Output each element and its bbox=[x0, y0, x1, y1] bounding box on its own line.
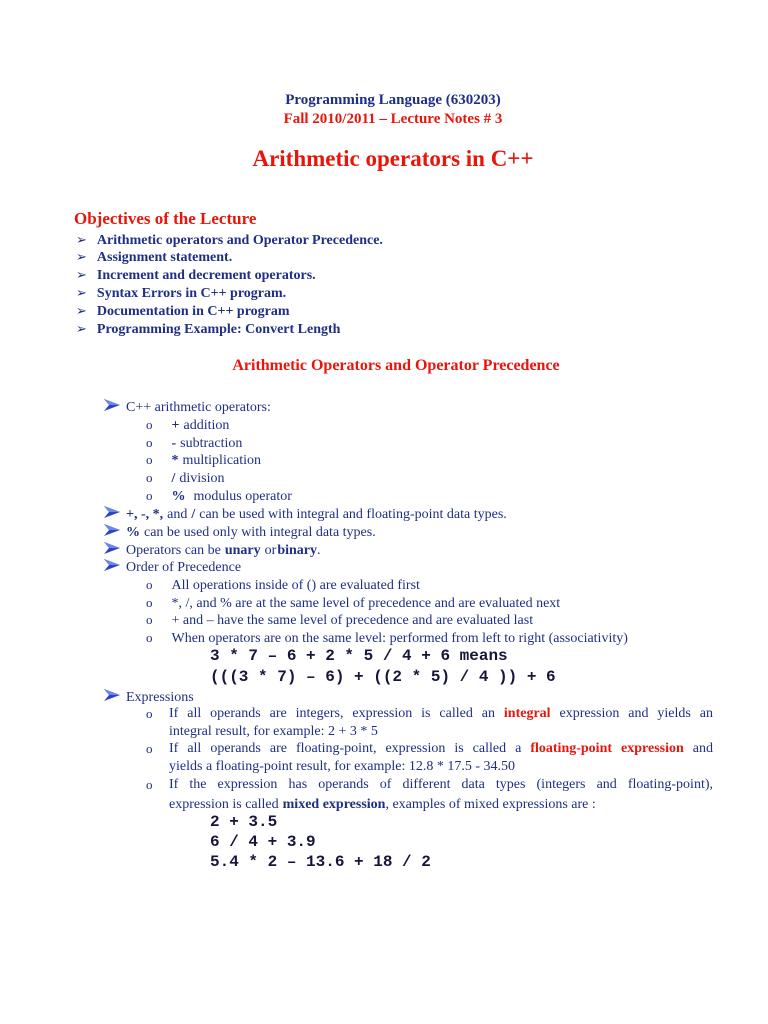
text-fragment: If all operands are floating-point, expression is called a bbox=[169, 741, 522, 756]
list-item bbox=[146, 611, 533, 629]
expression-mixed-line1: If the expression has operands of different data types (integers and floating-point), bbox=[169, 777, 713, 792]
arith-ops-label: C++ arithmetic operators: bbox=[126, 400, 271, 415]
objective-text: Syntax Errors in C++ program. bbox=[96, 286, 287, 301]
expression-float-line1 bbox=[169, 741, 713, 757]
list-item bbox=[146, 434, 242, 452]
text-fragment: Operators can be bbox=[126, 543, 221, 558]
circle-bullet-icon: o bbox=[146, 777, 153, 792]
list-item bbox=[146, 594, 560, 612]
operator-symbol: / bbox=[171, 471, 176, 486]
operator-symbol: - bbox=[171, 436, 177, 451]
precedence-line bbox=[103, 558, 241, 576]
chevron-arrow-icon bbox=[103, 542, 121, 554]
keyword-binary: binary bbox=[277, 543, 317, 558]
list-item-text: When operators are on the same level: performed from left to right (associativity) bbox=[171, 631, 628, 646]
list-item-text: All operations inside of () are evaluated first bbox=[171, 578, 420, 593]
unary-binary-line bbox=[103, 541, 321, 559]
text-fragment: expression and yields an bbox=[559, 706, 713, 721]
objective-item bbox=[76, 320, 340, 338]
operator-desc: modulus operator bbox=[193, 489, 292, 504]
objective-text: Increment and decrement operators. bbox=[96, 268, 316, 283]
lecture-term: Fall 2010/2011 – Lecture Notes # 3 bbox=[283, 111, 503, 127]
expression-float-line2: yields a floating-point result, for example: 12.8 * 17.5 - 34.50 bbox=[169, 759, 516, 774]
arrowhead-bullet-icon: ➢ bbox=[76, 232, 87, 247]
ops-types-line bbox=[103, 505, 507, 523]
chevron-arrow-icon bbox=[103, 689, 121, 701]
list-item-text: *, /, and % are at the same level of precedence and are evaluated next bbox=[171, 596, 561, 611]
objective-item bbox=[76, 266, 316, 284]
list-item-text: + and – have the same level of precedence and are evaluated last bbox=[171, 613, 534, 628]
list-item bbox=[146, 451, 261, 469]
operator-symbols: +, -, *, bbox=[126, 507, 164, 522]
operator-symbol: * bbox=[171, 453, 179, 468]
page-title: Arithmetic operators in C++ bbox=[252, 146, 534, 171]
circle-bullet-icon: o bbox=[146, 488, 153, 503]
objectives-heading: Objectives of the Lecture bbox=[74, 209, 257, 228]
circle-bullet-icon: o bbox=[146, 435, 153, 450]
circle-bullet-icon: o bbox=[146, 595, 153, 610]
operator-desc: multiplication bbox=[182, 453, 262, 468]
objective-item bbox=[76, 248, 232, 266]
text-fragment: can be used with integral and floating-point data types. bbox=[199, 507, 507, 522]
operator-symbol: / bbox=[191, 507, 196, 522]
section-heading: Arithmetic Operators and Operator Precedence bbox=[232, 357, 560, 374]
operator-symbol: + bbox=[171, 418, 180, 433]
code-line: 3 * 7 – 6 + 2 * 5 / 4 + 6 means bbox=[210, 647, 508, 665]
circle-bullet-icon: o bbox=[146, 612, 153, 627]
chevron-arrow-icon bbox=[103, 399, 121, 411]
text-fragment: and bbox=[167, 507, 188, 522]
operator-desc: subtraction bbox=[180, 436, 243, 451]
list-item bbox=[146, 629, 628, 647]
list-item bbox=[146, 487, 292, 505]
list-item bbox=[146, 576, 420, 594]
code-line: (((3 * 7) – 6) + ((2 * 5) / 4 )) + 6 bbox=[210, 668, 556, 686]
text-fragment: . bbox=[317, 543, 321, 558]
chevron-arrow-icon bbox=[103, 559, 121, 571]
circle-bullet-icon: o bbox=[146, 452, 153, 467]
arrowhead-bullet-icon: ➢ bbox=[76, 321, 87, 336]
chevron-arrow-icon bbox=[103, 524, 121, 536]
arrowhead-bullet-icon: ➢ bbox=[76, 249, 87, 264]
code-line: 6 / 4 + 3.9 bbox=[210, 833, 316, 851]
expressions-line bbox=[103, 688, 194, 706]
modulus-line bbox=[103, 523, 376, 541]
text-fragment: , examples of mixed expressions are : bbox=[385, 797, 596, 812]
operator-desc: addition bbox=[183, 418, 230, 433]
objective-text: Assignment statement. bbox=[96, 250, 233, 265]
operator-symbol: % bbox=[171, 489, 186, 504]
expression-integral-line1 bbox=[169, 706, 713, 722]
keyword-integral: integral bbox=[503, 706, 551, 721]
list-item bbox=[146, 416, 229, 434]
objective-text: Arithmetic operators and Operator Precedence. bbox=[96, 233, 383, 248]
text-fragment: or bbox=[264, 543, 277, 558]
course-title: Programming Language (630203) bbox=[285, 92, 501, 108]
code-line: 5.4 * 2 – 13.6 + 18 / 2 bbox=[210, 853, 431, 871]
code-line: 2 + 3.5 bbox=[210, 813, 278, 831]
arrowhead-bullet-icon: ➢ bbox=[76, 285, 87, 300]
keyword-unary: unary bbox=[224, 543, 261, 558]
arith-ops-line bbox=[103, 398, 271, 416]
text-fragment: can be used only with integral data types. bbox=[144, 525, 376, 540]
objective-item bbox=[76, 302, 290, 320]
circle-bullet-icon: o bbox=[146, 417, 153, 432]
precedence-label: Order of Precedence bbox=[126, 560, 242, 575]
chevron-arrow-icon bbox=[103, 506, 121, 518]
circle-bullet-icon: o bbox=[146, 470, 153, 485]
circle-bullet-icon: o bbox=[146, 577, 153, 592]
text-fragment: and bbox=[692, 741, 714, 756]
expression-mixed-line2 bbox=[169, 795, 596, 813]
circle-bullet-icon: o bbox=[146, 706, 153, 721]
objective-item bbox=[76, 284, 286, 302]
text-fragment: If all operands are integers, expression is called an bbox=[169, 706, 495, 721]
arrowhead-bullet-icon: ➢ bbox=[76, 267, 87, 282]
operator-symbol: % bbox=[126, 525, 140, 540]
operator-desc: division bbox=[179, 471, 225, 486]
objective-item bbox=[76, 231, 383, 249]
circle-bullet-icon: o bbox=[146, 741, 153, 756]
circle-bullet-icon: o bbox=[146, 630, 153, 645]
list-item bbox=[146, 469, 225, 487]
expressions-label: Expressions bbox=[126, 690, 194, 705]
arrowhead-bullet-icon: ➢ bbox=[76, 303, 87, 318]
objective-text: Documentation in C++ program bbox=[96, 304, 290, 319]
objective-text: Programming Example: Convert Length bbox=[96, 322, 341, 337]
text-fragment: expression is called bbox=[169, 797, 279, 812]
keyword-floating-point: floating-point expression bbox=[530, 741, 684, 756]
expression-integral-line2: integral result, for example: 2 + 3 * 5 bbox=[169, 724, 378, 739]
keyword-mixed: mixed expression bbox=[282, 797, 386, 812]
